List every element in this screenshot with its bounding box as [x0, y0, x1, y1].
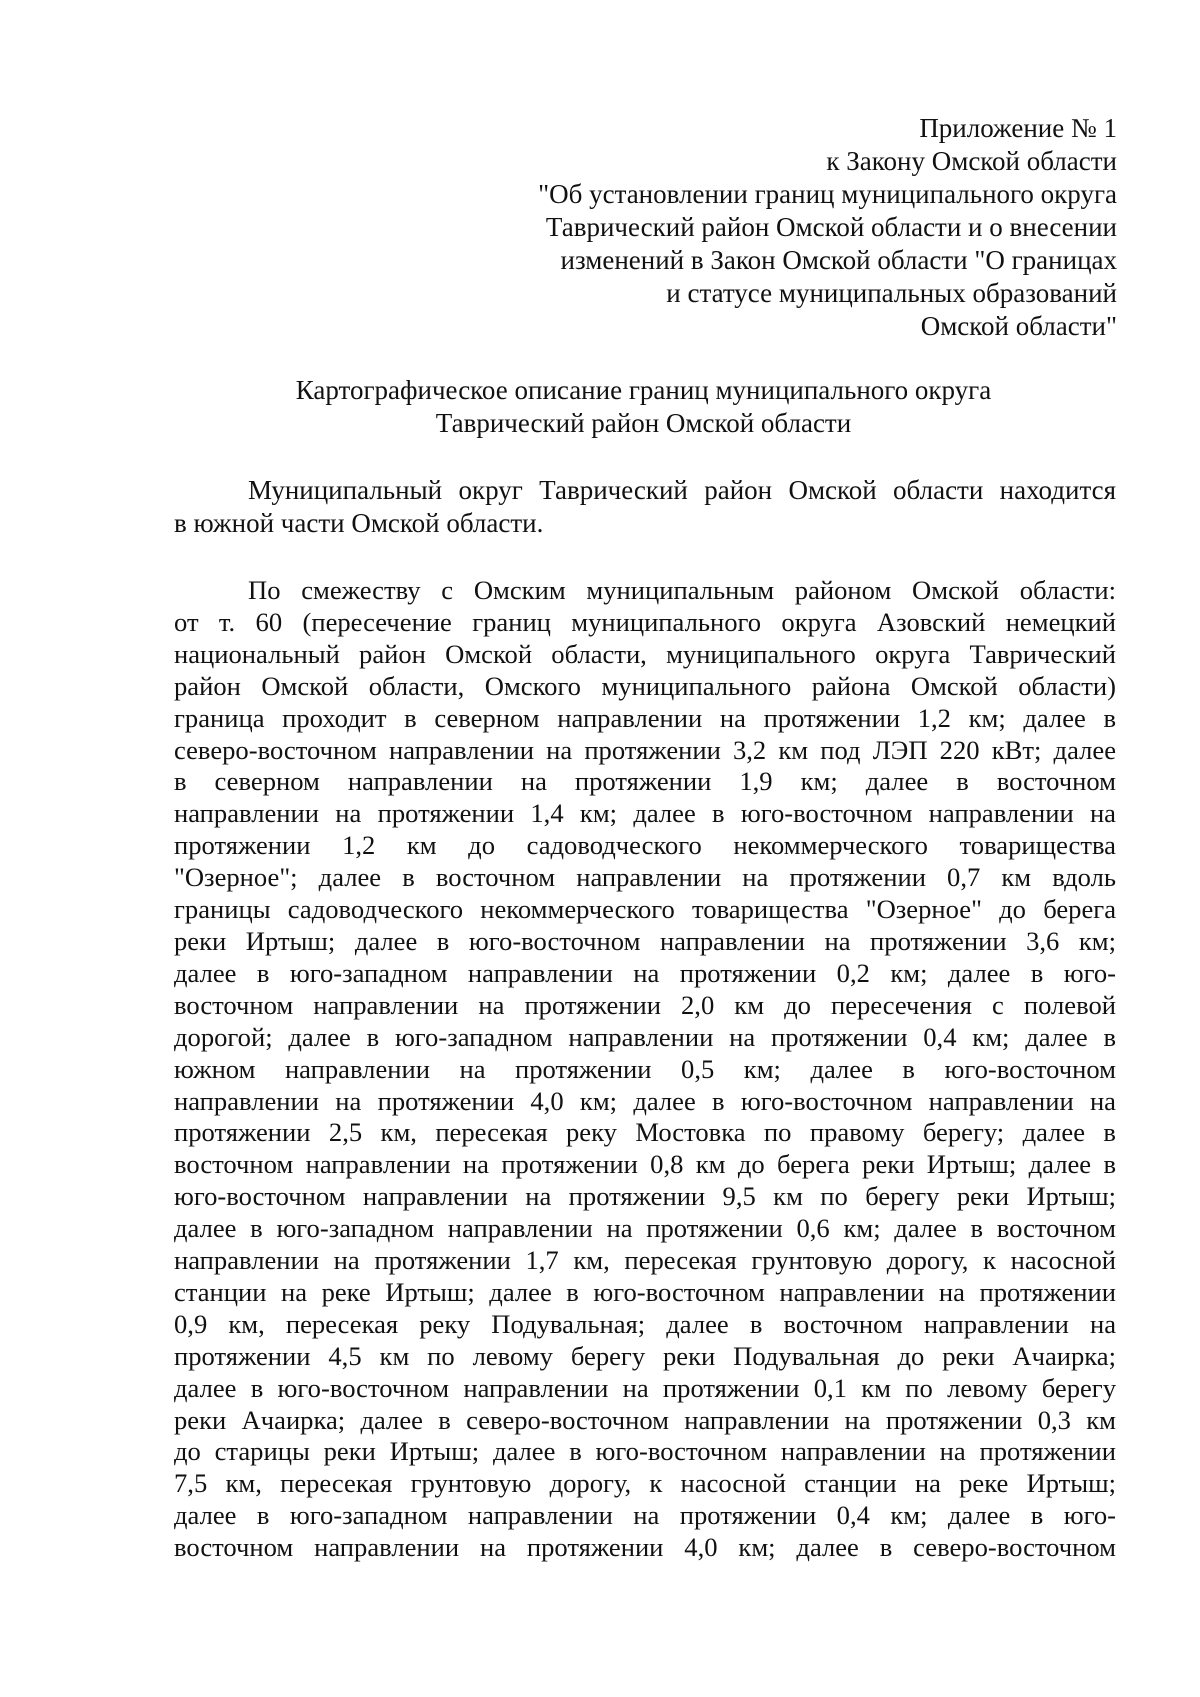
paragraph-line: Муниципальный округ Таврический район Омской области находится [248, 475, 1116, 505]
paragraph-line: национальный район Омской области, муниципального округа Таврический [174, 638, 1116, 669]
paragraph-line: По смежеству с Омским муниципальным районом Омской области: [248, 575, 1116, 605]
paragraph-line: до старицы реки Иртыш; далее в юго-восточном направлении на протяжении [174, 1436, 1116, 1467]
appendix-line: "Об установлении границ муниципального округа [538, 179, 1117, 209]
paragraph-line: далее в юго-восточном направлении на протяжении 0,1 км по левому берегу [174, 1372, 1116, 1403]
paragraph-line: восточном направлении на протяжении 0,8 км до берега реки Иртыш; далее в [174, 1149, 1116, 1180]
paragraph-line: "Озерное"; далее в восточном направлении на протяжении 0,7 км вдоль [174, 862, 1116, 893]
paragraph-line: восточном направлении на протяжении 4,0 км; далее в северо-восточном [174, 1532, 1116, 1563]
intro-paragraph [174, 474, 1116, 540]
paragraph-line: 0,9 км, пересекая реку Подувальная; далее в восточном направлении на [174, 1308, 1116, 1339]
paragraph-line: протяжении 4,5 км по левому берегу реки Подувальная до реки Ачаирка; [174, 1340, 1116, 1371]
paragraph-line: северо-восточном направлении на протяжении 3,2 км под ЛЭП 220 кВт; далее [174, 734, 1116, 765]
paragraph-line: в северном направлении на протяжении 1,9 км; далее в восточном [174, 766, 1116, 797]
paragraph-line: 7,5 км, пересекая грунтовую дорогу, к насосной станции на реке Иртыш; [174, 1468, 1116, 1499]
paragraph-line: восточном направлении на протяжении 2,0 км до пересечения с полевой [174, 989, 1116, 1020]
paragraph-line: направлении на протяжении 1,4 км; далее в юго-восточном направлении на [174, 798, 1116, 829]
appendix-line: Приложение № 1 [919, 113, 1117, 143]
appendix-line: и статусе муниципальных образований [666, 278, 1117, 308]
paragraph-line: далее в юго-западном направлении на протяжении 0,6 км; далее в восточном [174, 1213, 1116, 1244]
appendix-header [420, 112, 1117, 343]
paragraph-line: направлении на протяжении 1,7 км, пересекая грунтовую дорогу, к насосной [174, 1245, 1116, 1276]
appendix-line: изменений в Закон Омской области "О границах [560, 245, 1117, 275]
paragraph-line: протяжении 1,2 км до садоводческого некоммерческого товарищества [174, 830, 1116, 861]
paragraph-line: реки Ачаирка; далее в северо-восточном направлении на протяжении 0,3 км [174, 1404, 1116, 1435]
appendix-line: к Закону Омской области [826, 146, 1117, 176]
paragraph-line: в южной части Омской области. [174, 508, 544, 538]
document-title [170, 374, 1117, 440]
paragraph-line: направлении на протяжении 4,0 км; далее в юго-восточном направлении на [174, 1085, 1116, 1116]
paragraph-line: далее в юго-западном направлении на протяжении 0,4 км; далее в юго- [174, 1500, 1116, 1531]
appendix-line: Омской области" [920, 311, 1117, 341]
paragraph-line: станции на реке Иртыш; далее в юго-восточном направлении на протяжении [174, 1276, 1116, 1307]
paragraph-line: район Омской области, Омского муниципального района Омской области) [174, 670, 1116, 701]
paragraph-line: реки Иртыш; далее в юго-восточном направлении на протяжении 3,6 км; [174, 925, 1116, 956]
paragraph-line: границы садоводческого некоммерческого товарищества "Озерное" до берега [174, 894, 1116, 925]
paragraph-line: далее в юго-западном направлении на протяжении 0,2 км; далее в юго- [174, 957, 1116, 988]
appendix-line: Таврический район Омской области и о внесении [545, 212, 1117, 242]
boundary-paragraph [174, 575, 1116, 1564]
title-line: Картографическое описание границ муниципального округа [295, 375, 992, 405]
paragraph-line: протяжении 2,5 км, пересекая реку Мостовка по правому берегу; далее в [174, 1117, 1116, 1148]
paragraph-line: от т. 60 (пересечение границ муниципального округа Азовский немецкий [174, 606, 1116, 637]
title-line: Таврический район Омской области [435, 408, 852, 438]
paragraph-line: южном направлении на протяжении 0,5 км; далее в юго-восточном [174, 1053, 1116, 1084]
paragraph-line: граница проходит в северном направлении на протяжении 1,2 км; далее в [174, 702, 1116, 733]
paragraph-line: дорогой; далее в юго-западном направлении на протяжении 0,4 км; далее в [174, 1021, 1116, 1052]
paragraph-line: юго-восточном направлении на протяжении 9,5 км по берегу реки Иртыш; [174, 1181, 1116, 1212]
